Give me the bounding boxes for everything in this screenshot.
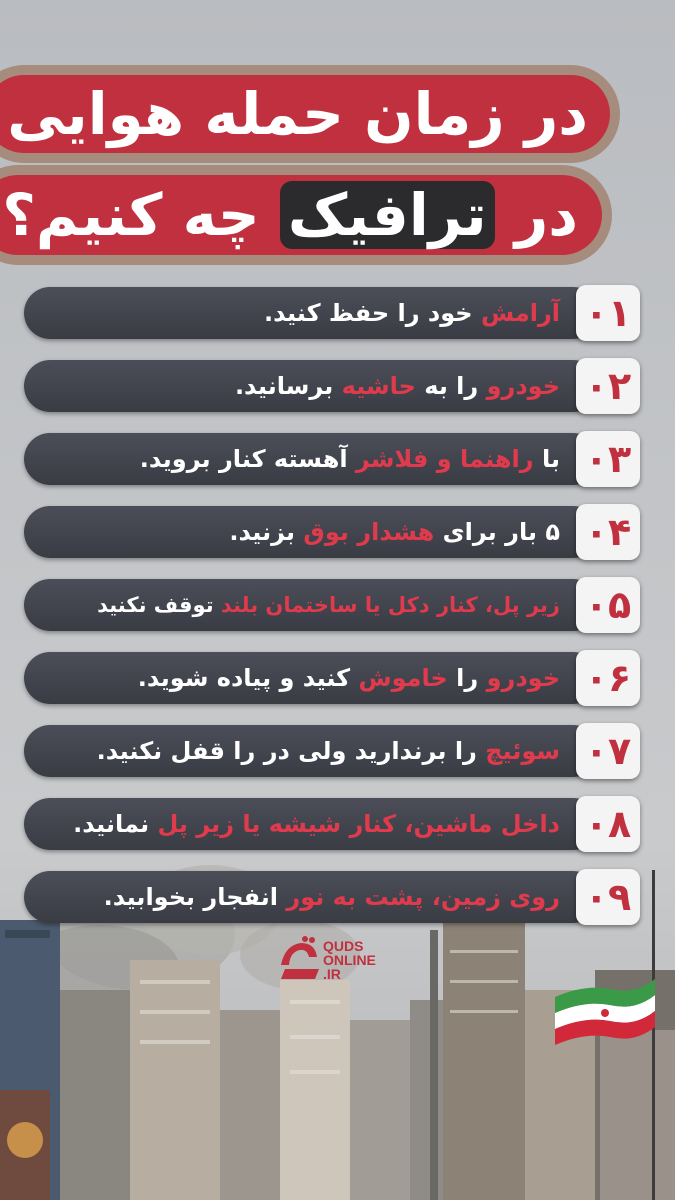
tip-text: [97, 577, 560, 633]
tip-text-part: را به: [415, 372, 487, 400]
tip-row: [24, 358, 640, 414]
tip-number-badge: ۰۸: [576, 796, 640, 852]
logo-text: [323, 939, 376, 981]
tip-text: [138, 650, 560, 706]
title-line-1: در زمان حمله هوایی: [0, 75, 610, 153]
logo-line-2: ONLINE: [323, 952, 376, 968]
tip-highlight: سوئیچ: [485, 737, 560, 765]
title-line-2: [0, 175, 602, 255]
tip-text-part: را: [447, 664, 487, 692]
tip-text: [235, 358, 560, 414]
tip-text-part: نمانید.: [73, 810, 158, 838]
tip-text: [229, 504, 560, 560]
tip-row: [24, 285, 640, 341]
tip-number-badge: ۰۴: [576, 504, 640, 560]
tip-text-part: آهسته کنار بروید.: [139, 445, 356, 473]
title-highlight: ترافیک: [280, 181, 495, 249]
tip-highlight: خودرو: [486, 664, 560, 692]
tip-text-part: کنید و پیاده شوید.: [137, 664, 359, 692]
tip-text: [264, 285, 560, 341]
tip-text-part: بزنید.: [229, 518, 304, 546]
tip-text-part: برسانید.: [234, 372, 342, 400]
tip-text: [97, 723, 560, 779]
tip-highlight: خاموش: [358, 664, 448, 692]
tip-number-badge: ۰۶: [576, 650, 640, 706]
tip-number-badge: ۰۹: [576, 869, 640, 925]
tip-text-part: ۵ بار برای: [434, 518, 560, 546]
tip-number-badge: ۰۱: [576, 285, 640, 341]
tip-row: [24, 796, 640, 852]
tip-text-part: خود را حفظ کنید.: [264, 299, 481, 327]
tip-text-part: را برندارید ولی در را قفل نکنید.: [96, 737, 486, 765]
tip-row: [24, 723, 640, 779]
title-line-2-end: چه کنیم؟: [2, 181, 280, 249]
tip-text-part: با: [533, 445, 560, 473]
tip-text: [73, 796, 560, 852]
iran-flag: [555, 975, 665, 1045]
quds-online-logo: [275, 935, 415, 985]
tip-highlight: خودرو: [486, 372, 560, 400]
quds-logo-icon: [275, 935, 325, 985]
tip-highlight: هشدار بوق: [303, 518, 435, 546]
tip-number-badge: ۰۲: [576, 358, 640, 414]
tip-number-badge: ۰۵: [576, 577, 640, 633]
tip-row: [24, 431, 640, 487]
tip-highlight: روی زمین، پشت به نور: [286, 883, 560, 911]
tip-highlight: آرامش: [480, 299, 560, 327]
tip-text-part: توقف نکنید: [97, 593, 221, 617]
logo-line-3: .IR: [323, 966, 341, 982]
tip-number-badge: ۰۳: [576, 431, 640, 487]
title-line-2-start: در: [494, 181, 578, 249]
tip-row: [24, 650, 640, 706]
tip-highlight: داخل ماشین، کنار شیشه یا زیر پل: [157, 810, 560, 838]
tip-row: [24, 577, 640, 633]
tip-text-part: انفجار بخوابید.: [103, 883, 287, 911]
tip-highlight: راهنما و فلاشر: [355, 445, 534, 473]
tip-text: [140, 431, 560, 487]
tip-number-badge: ۰۷: [576, 723, 640, 779]
tip-row: [24, 504, 640, 560]
tip-row: [24, 869, 640, 925]
tip-highlight: حاشیه: [341, 372, 416, 400]
logo-line-1: QUDS: [323, 938, 364, 954]
tip-text: [104, 869, 560, 925]
title: [2, 55, 630, 265]
tip-highlight: زیر پل، کنار دکل یا ساختمان بلند: [220, 593, 560, 617]
